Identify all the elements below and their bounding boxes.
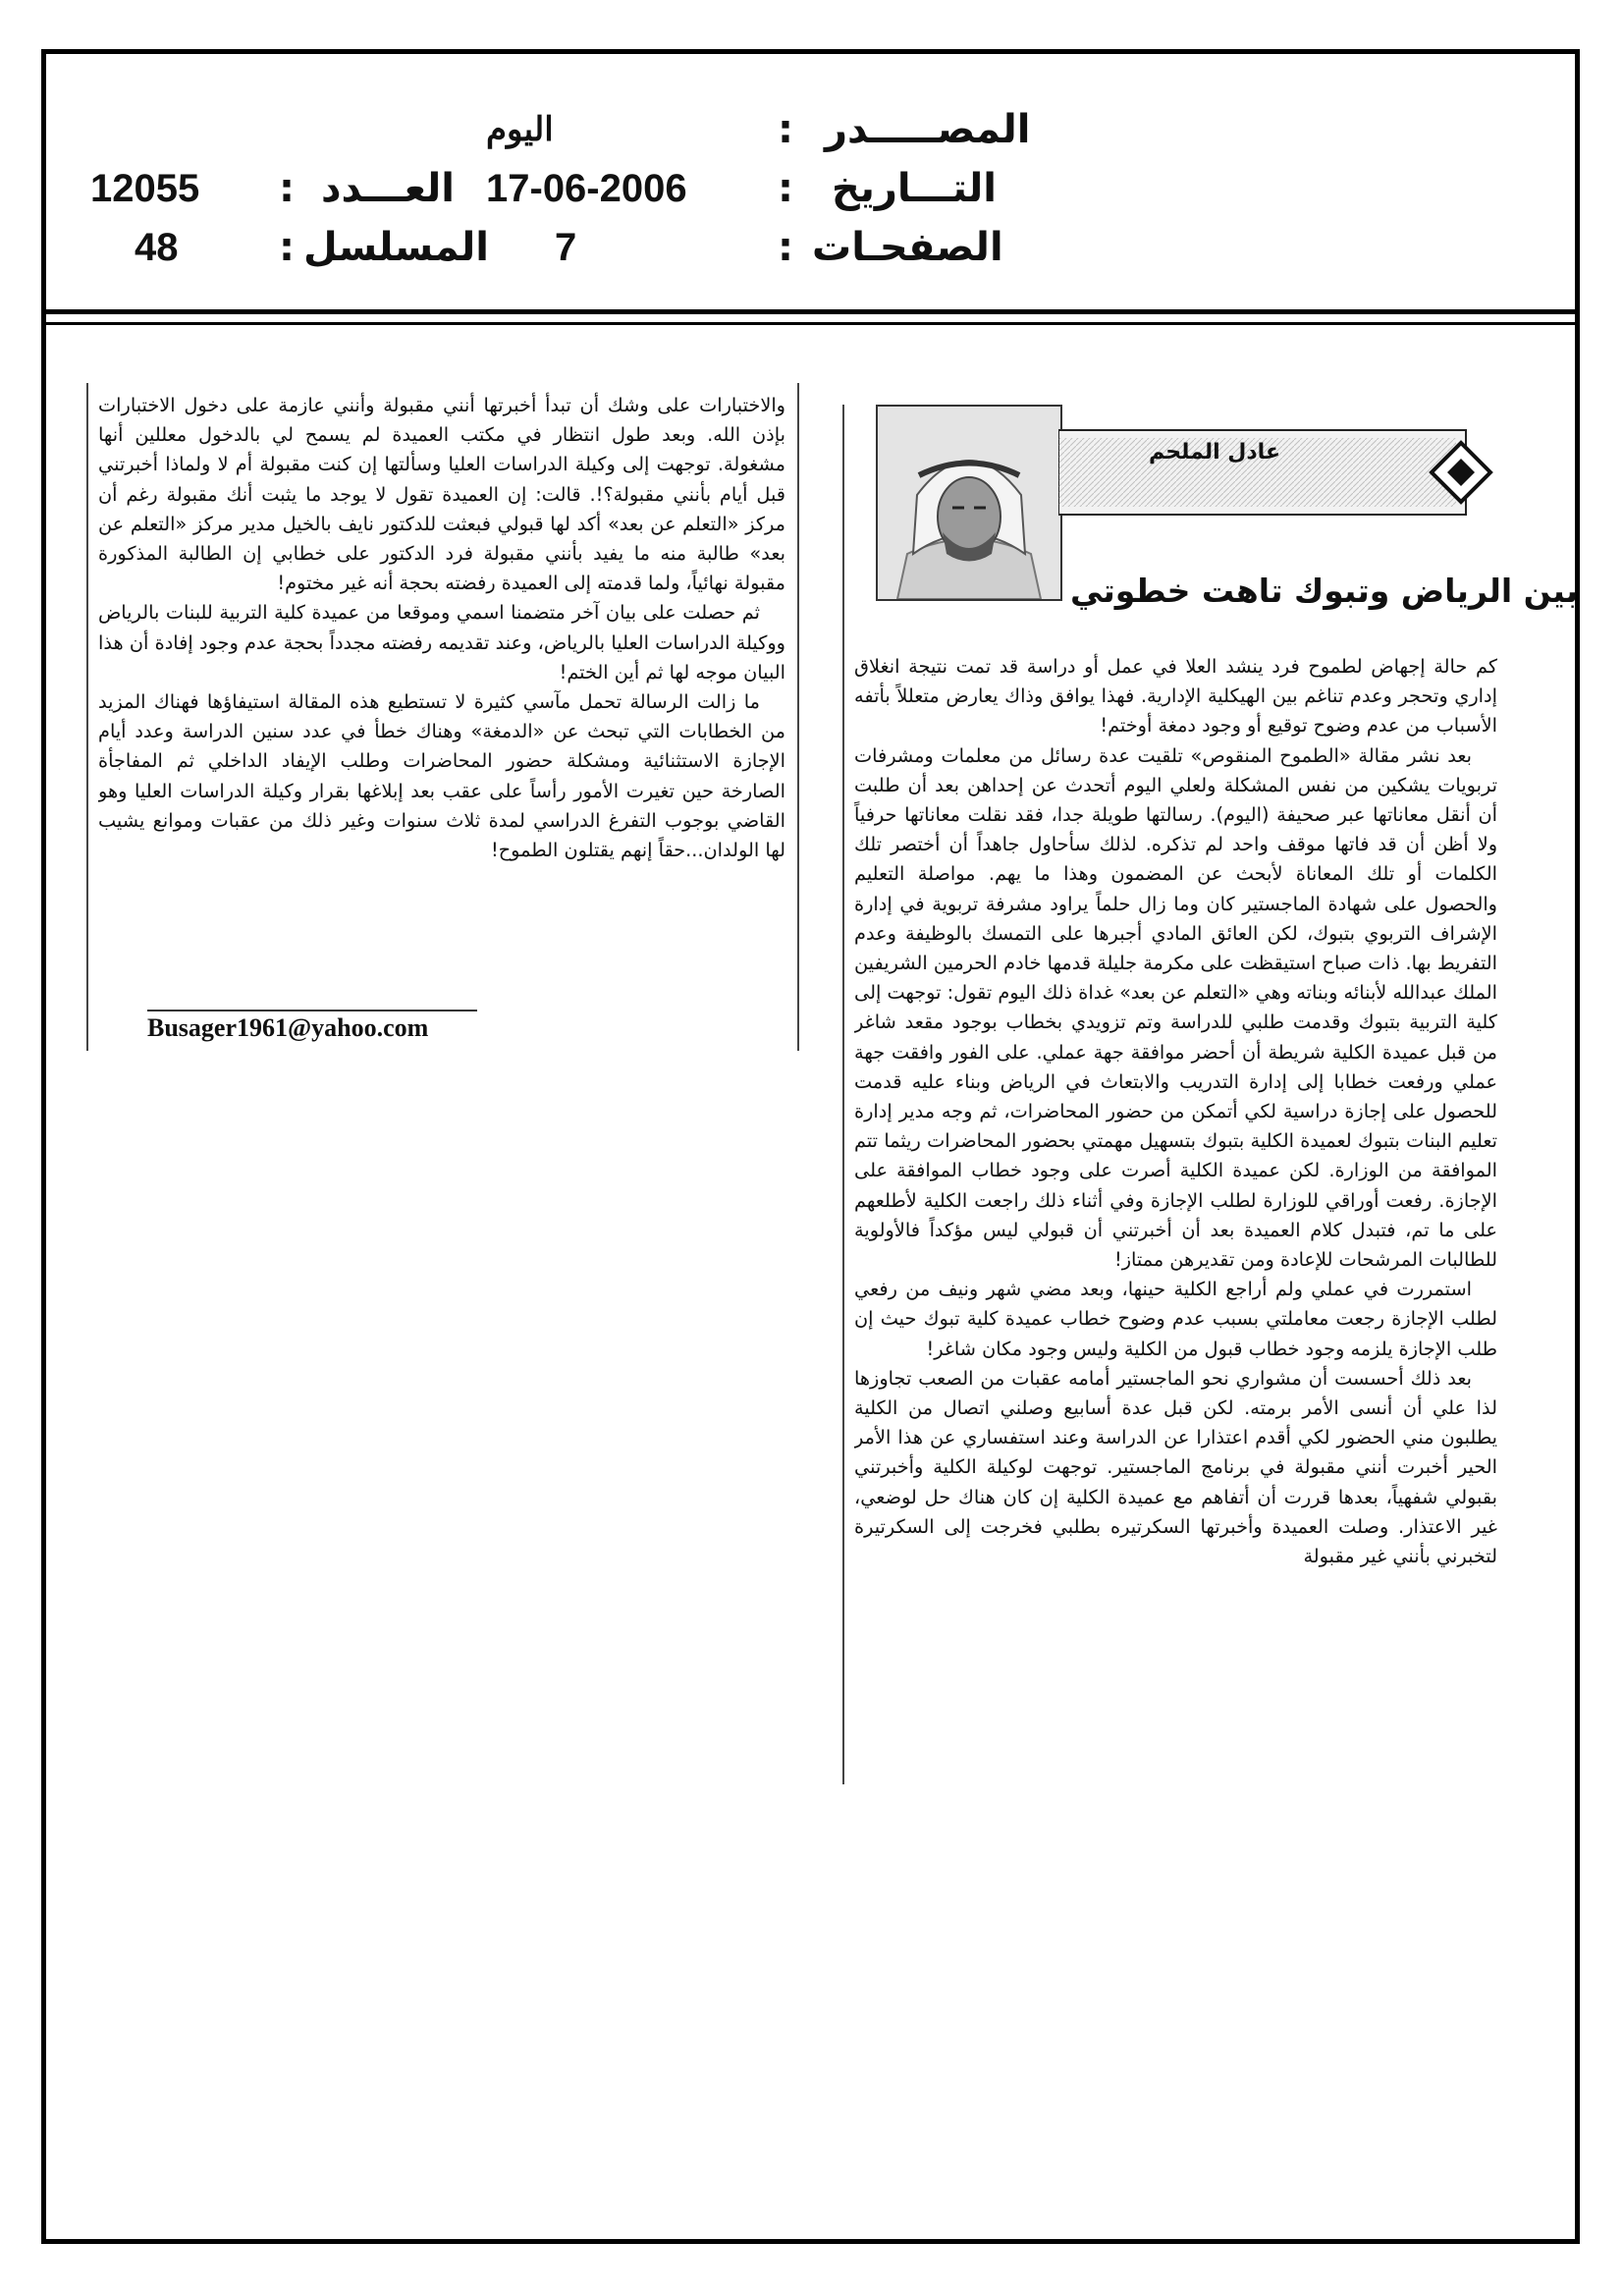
clipping-header bbox=[46, 54, 1575, 314]
author-banner bbox=[1058, 428, 1505, 517]
source-colon: : bbox=[778, 107, 793, 152]
serial-value: 48 bbox=[135, 226, 179, 269]
issue-value: 12055 bbox=[90, 167, 200, 210]
right-paragraph: استمررت في عملي ولم أراجع الكلية حينها، وبعد مضي شهر ونيف من رفعي لطلب الإجازة رجعت معاملتي بسبب عدم وضوح خطاب عميدة كلية تبوك حيث إن طلب الإجازة يلزمه وجود خطاب قبول من الكلية وليس وجود مكان شاغر! bbox=[854, 1278, 1497, 1360]
email-rule bbox=[147, 1010, 477, 1011]
issue-colon: : bbox=[279, 166, 295, 211]
issue-label: العـــدد bbox=[321, 166, 455, 211]
pages-colon: : bbox=[778, 225, 793, 270]
source-label: المصـــــدر bbox=[825, 107, 1031, 152]
pages-row bbox=[46, 223, 1575, 272]
source-row bbox=[46, 105, 1575, 154]
left-paragraph: والاختبارات على وشك أن تبدأ أخبرتها أنني مقبولة وأنني عازمة على دخول الاختبارات بإذن الله. وبعد طول انتظار في مكتب العميدة لم يسمح لي بالدخول معللين أنها مشغولة. توجهت إلى وكيلة الدراسات العليا وسألتها إن كنت مقبولة أم لا ولماذا أخبرتني قبل أيام بأنني مقبولة؟!. قالت: إن العميدة تقول لا يوجد ما يثبت أنك مقبولة رغم أن مركز «التعلم عن بعد» أكد لها قبولي فبعثت للدكتور نايف بالخيل مدير مركز «التعلم عن بعد» طالبة منه ما يفيد بأنني مقبولة فرد الدكتور على خطابي إن الطالبة المذكورة مقبولة نهائياً، ولما قدمته إلى العميدة رفضته بحجة أنه غير مختوم! bbox=[98, 394, 785, 595]
header-separator bbox=[46, 322, 1575, 325]
right-paragraph: بعد نشر مقالة «الطموح المنقوص» تلقيت عدة رسائل من معلمات ومشرفات تربويات يشكين من نفس المشكلة ولعلي اليوم أتحدث عن إحداهن بعد أن طلبت أن أنقل معاناتها عبر صحيفة (اليوم). رسالتها طويلة جدا، فقد نقلت معاناتها حرفياً ولا أظن أن قد فاتها موقف واحد لم تذكره. لذلك سأحاول جاهداً أن أختصر تلك الكلمات أو تلك المعاناة لأبحث عن المضمون وهذا ما يهم. مواصلة التعليم والحصول على شهادة الماجستير كان وما زال حلماً يراود مشرفة تربوية في إدارة الإشراف التربوي بتبوك، لكن العائق المادي أجبرها على التمسك بالوظيفة وعدم التفريط بها. ذات صباح استيقظت على مكرمة جليلة قدمها خادم الحرمين الشريفين الملك عبدالله لأبنائه وبناته وهي «التعلم عن بعد» غداة ذلك اليوم تقول: توجهت إلى كلية التربية بتبوك وقدمت طلبي للدراسة وتم تزويدي بخطاب بوجود مقعد شاغر من قبل عميدة الكلية شريطة أن أحضر موافقة جهة عملي. على الفور وافقت جهة عملي ورفعت خطابا إلى إدارة التدريب والابتعاث في الرياض وبناء عليه قدمت للحصول على إجازة دراسية لكي أتمكن من حضور المحاضرات، ثم وجه مدير إدارة تعليم البنات بتبوك لعميدة الكلية بتبوك بتسهيل مهمتي بحضور المحاضرات ريثما تتم الموافقة من الوزارة. لكن عميدة الكلية أصرت على وجود خطاب الموافقة على الإجازة. رفعت أوراقي للوزارة لطلب الإجازة وفي أثناء ذلك راجعت الكلية لأطلعهم على ما تم، فتبدل كلام العميدة بعد أن أخبرتني أن قبولي ليس مؤكداً فالأولوية للطالبات المرشحات للإعادة ومن تقديرهن ممتاز! bbox=[854, 743, 1497, 1272]
left-article-column bbox=[98, 391, 785, 1010]
article-headline: بين الرياض وتبوك تاهت خطوتي bbox=[1070, 572, 1579, 610]
serial-label: المسلسل bbox=[303, 225, 489, 270]
serial-colon: : bbox=[279, 225, 295, 270]
left-paragraph: ثم حصلت على بيان آخر متضمنا اسمي وموقعا من عميدة كلية التربية للبنات بالرياض ووكيلة الدراسات العليا بالرياض، وعند تقديمه رفضته مجدداً بحجة عدم وجود إفادة أن هذا البيان موجه لها ثم أين الختم! bbox=[98, 601, 785, 683]
pages-value: 7 bbox=[555, 226, 577, 269]
date-value: 17-06-2006 bbox=[486, 167, 687, 210]
pages-label: الصفحـات bbox=[812, 225, 1003, 270]
right-article-column bbox=[854, 652, 1497, 1777]
author-email: Busager1961@yahoo.com bbox=[147, 1013, 429, 1042]
author-photo bbox=[876, 405, 1062, 601]
date-row bbox=[46, 164, 1575, 213]
author-portrait-icon bbox=[878, 407, 1060, 599]
right-paragraph: كم حالة إجهاض لطموح فرد ينشد العلا في عمل أو دراسة قد تمت نتيجة انغلاق إداري وتحجر وعدم تناغم بين الهيكلية الإدارية. فهذا يوافق وذاك يعارض متعللاً بأتفه الأسباب من عدم وضوح توقيع أو وجود دمغة أوختم! bbox=[854, 655, 1497, 738]
source-value: اليوم bbox=[486, 111, 554, 148]
right-paragraph: بعد ذلك أحسست أن مشواري نحو الماجستير أمامه عقبات من الصعب تجاوزها لذا علي أن أنسى الأمر برمته. لكن قبل عدة أسابيع وصلني اتصال من الكلية يطلبون مني الحضور لكي أقدم اعتذارا عن الدراسة وعند استفساري عن هذا الأمر الحير أخبرت أنني مقبولة في برنامج الماجستير. توجهت لوكيلة الكلية وأخبرتني بقبولي شفهياً، بعدها قررت أن أتفاهم مع عميدة الكلية إن كان هناك حل لوضعي، غير الاعتذار. وصلت العميدة وأخبرتها السكرتيره بطلبي فخرجت إلى السكرتيرة لتخبرني بأنني غير مقبولة bbox=[854, 1366, 1497, 1568]
author-name: عادل الملحم bbox=[1149, 440, 1280, 465]
date-colon: : bbox=[778, 166, 793, 211]
left-paragraph: ما زالت الرسالة تحمل مآسي كثيرة لا تستطيع هذه المقالة استيفاؤها فهناك المزيد من الخطابات التي تبحث عن «الدمغة» وهناك خطأ في عدد سنين الدراسة وعدد أيام الإجازة الاستثنائية ومشكلة حضور المحاضرات وطلب الإيفاد الداخلي ثم المفاجأة الصارخة حين تغيرت الأمور رأساً على عقب بعد إبلاغها بقرار وكيلة الدراسات العليا وهو القاضي بوجوب التفرغ الدراسي لمدة ثلاث سنوات وغير ذلك من عقبات وموانع يشيب لها الولدان...حقاً إنهم يقتلون الطموح! bbox=[98, 690, 785, 862]
date-label: التـــاريخ bbox=[832, 166, 997, 211]
